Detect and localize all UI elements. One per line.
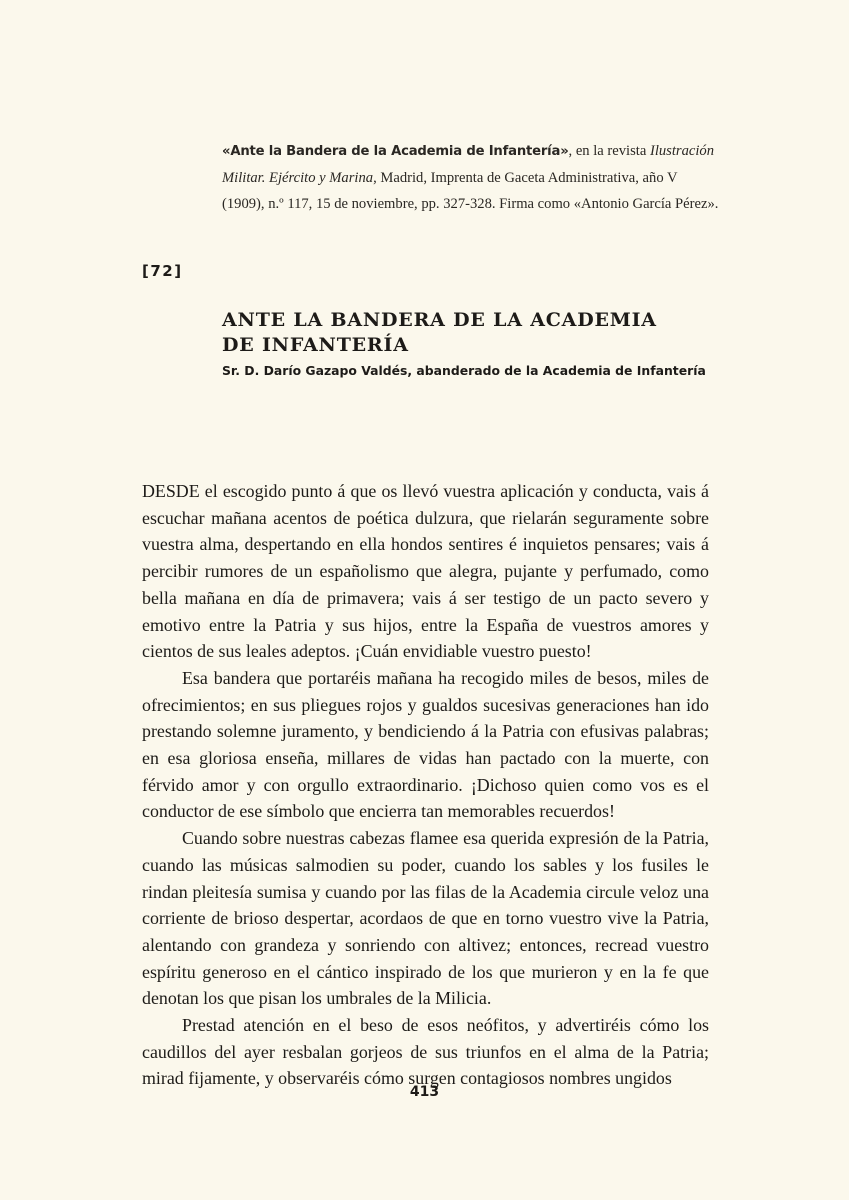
source-note-title: «Ante la Bandera de la Academia de Infantería» — [222, 144, 569, 159]
page-title — [222, 308, 722, 358]
source-note — [222, 138, 722, 217]
paragraph-1: DESDE el escogido punto á que os llevó vuestra aplicación y conducta, vais á escuchar mañana acentos de poética dulzura, que rielarán seguramente sobre vuestra alma, despertando en ella hondos sentires é inquietos pensares; vais á percibir rumores de un españolismo que alegra, pujante y perfumado, como bella mañana en día de primavera; vais á ser testigo de un pacto severo y emotivo entre la Patria y sus hijos, entre la España de vuestros amores y cientos de sus leales adeptos. ¡Cuán envidiable vuestro puesto! — [142, 481, 709, 662]
paragraph-4: Prestad atención en el beso de esos neófitos, y advertiréis cómo los caudillos del ayer resbalan gorjeos de sus triunfos en el alma de la Patria; mirad fijamente, y observaréis cómo surgen contagiosos nombres ungidos — [142, 1015, 709, 1089]
page-number: 413 — [409, 1084, 440, 1100]
source-note-journal: Ilustración Militar. Ejército y Marina — [222, 143, 715, 186]
page-subtitle: Sr. D. Darío Gazapo Valdés, abanderado de la Academia de Infantería — [222, 363, 706, 378]
body-text — [142, 478, 709, 1092]
paragraph-2: Esa bandera que portaréis mañana ha recogido miles de besos, miles de ofrecimientos; en sus pliegues rojos y gualdos sucesivas generaciones han ido prestando solemne juramento, y bendiciendo á la Patria con efusivas palabras; en esa gloriosa enseña, millares de vidas han pactado con la muerte, con férvido amor y con orgullo extraordinario. ¡Dichoso quien como vos es el conductor de ese símbolo que encierra tan memorables recuerdos! — [142, 667, 709, 822]
source-note-text-1: , en la revista — [568, 143, 650, 159]
document-number: [72] — [142, 262, 183, 280]
paragraph-3: Cuando sobre nuestras cabezas flamee esa querida expresión de la Patria, cuando las músicas salmodien su poder, cuando los sables y los fusiles le rindan pleitesía sumisa y cuando por las filas de la Academia circule veloz una corriente de brioso despertar, acordaos de que en torno vuestro vive la Patria, alentando con grandeza y sonriendo con altivez; entonces, recread vuestro espíritu generoso en el cántico inspirado de los que murieron y en la fe que denotan los que pisan los umbrales de la Milicia. — [142, 828, 709, 1009]
page-title-line-2: DE INFANTERÍA — [222, 334, 409, 356]
page-title-line-1: ANTE LA BANDERA DE LA ACADEMIA — [222, 309, 657, 331]
source-note-text-2: , Madrid, Imprenta de Gaceta Administrativa, año V (1909), n.º 117, 15 de noviembre, pp. 327-328. Firma como «Antonio García Pérez». — [222, 170, 719, 212]
